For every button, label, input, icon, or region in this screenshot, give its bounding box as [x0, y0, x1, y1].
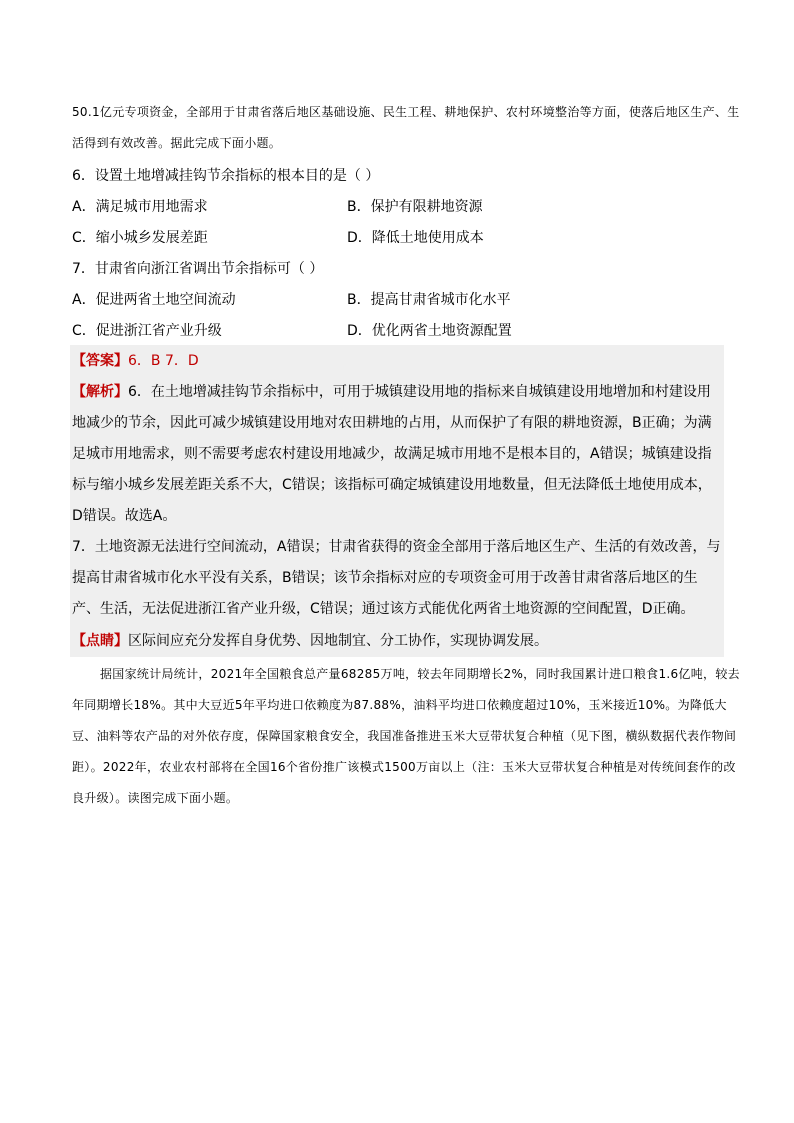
analysis-q6-text: 6．在土地增减挂钩节余指标中，可用于城镇建设用地的指标来自城镇建设用地增加和村建设用地减少的节余，因此可减少城镇建设用地对农田耕地的占用，从而保护了有限的耕地资源，B正确；为满足城市用地需求，则不需要考虑农村建设用地减少，故满足城市用地不是根本目的，A错误；城镇建设指标与缩小城乡发展差距关系不大，C错误；该指标可确定城镇建设用地数量，但无法降低土地使用成本，D错误。故选A。	[72, 384, 712, 524]
question-7-option-d: D．优化两省土地资源配置	[347, 323, 512, 339]
question-6-option-b: B．保护有限耕地资源	[347, 199, 483, 215]
question-7-option-c: C．促进浙江省产业升级	[72, 323, 222, 339]
analysis-q6	[72, 377, 722, 532]
answer-tag: 【答案】	[72, 353, 128, 369]
tip-text: 区际间应充分发挥自身优势、因地制宜、分工协作，实现协调发展。	[128, 633, 548, 649]
answer-text: 6．B 7．D	[128, 353, 199, 369]
question-7-stem: 7．甘肃省向浙江省调出节余指标可（ ）	[72, 261, 324, 277]
question-6-stem: 6．设置土地增减挂钩节余指标的根本目的是（ ）	[72, 168, 380, 184]
tip-tag: 【点睛】	[72, 633, 128, 649]
intro-passage: 50.1亿元专项资金，全部用于甘肃省落后地区基础设施、民生工程、耕地保护、农村环境整治等方面，使落后地区生产、生活得到有效改善。据此完成下面小题。	[72, 105, 740, 150]
analysis-q7: 7．土地资源无法进行空间流动，A错误；甘肃省获得的资金全部用于落后地区生产、生活的有效改善，与提高甘肃省城市化水平没有关系，B错误；该节余指标对应的专项资金可用于改善甘肃省落后地区的生产、生活，无法促进浙江省产业升级，C错误；通过该方式能优化两省土地资源的空间配置，D正确。	[72, 539, 721, 617]
analysis-tag: 【解析】	[72, 384, 128, 400]
question-6-option-c: C．缩小城乡发展差距	[72, 230, 208, 246]
answer-line	[72, 346, 722, 377]
question-7-option-b: B．提高甘肃省城市化水平	[347, 292, 511, 308]
question-6-option-a: A．满足城市用地需求	[72, 199, 208, 215]
next-passage: 据国家统计局统计，2021年全国粮食总产量68285万吨，较去年同期增长2%，同时我国累计进口粮食1.6亿吨，较去年同期增长18%。其中大豆近5年平均进口依赖度为87.88%，油料平均进口依赖度超过10%，玉米接近10%。为降低大豆、油料等农产品的对外依存度，保障国家粮食安全，我国准备推进玉米大豆带状复合种植（见下图，横纵数据代表作物间距）。2022年，农业农村部将在全国16个省份推广该模式1500万亩以上（注：玉米大豆带状复合种植是对传统间套作的改良升级）。读图完成下面小题。	[72, 667, 740, 805]
question-6-option-d: D．降低土地使用成本	[347, 230, 484, 246]
question-7-option-a: A．促进两省土地空间流动	[72, 292, 236, 308]
tip-line	[72, 626, 722, 657]
